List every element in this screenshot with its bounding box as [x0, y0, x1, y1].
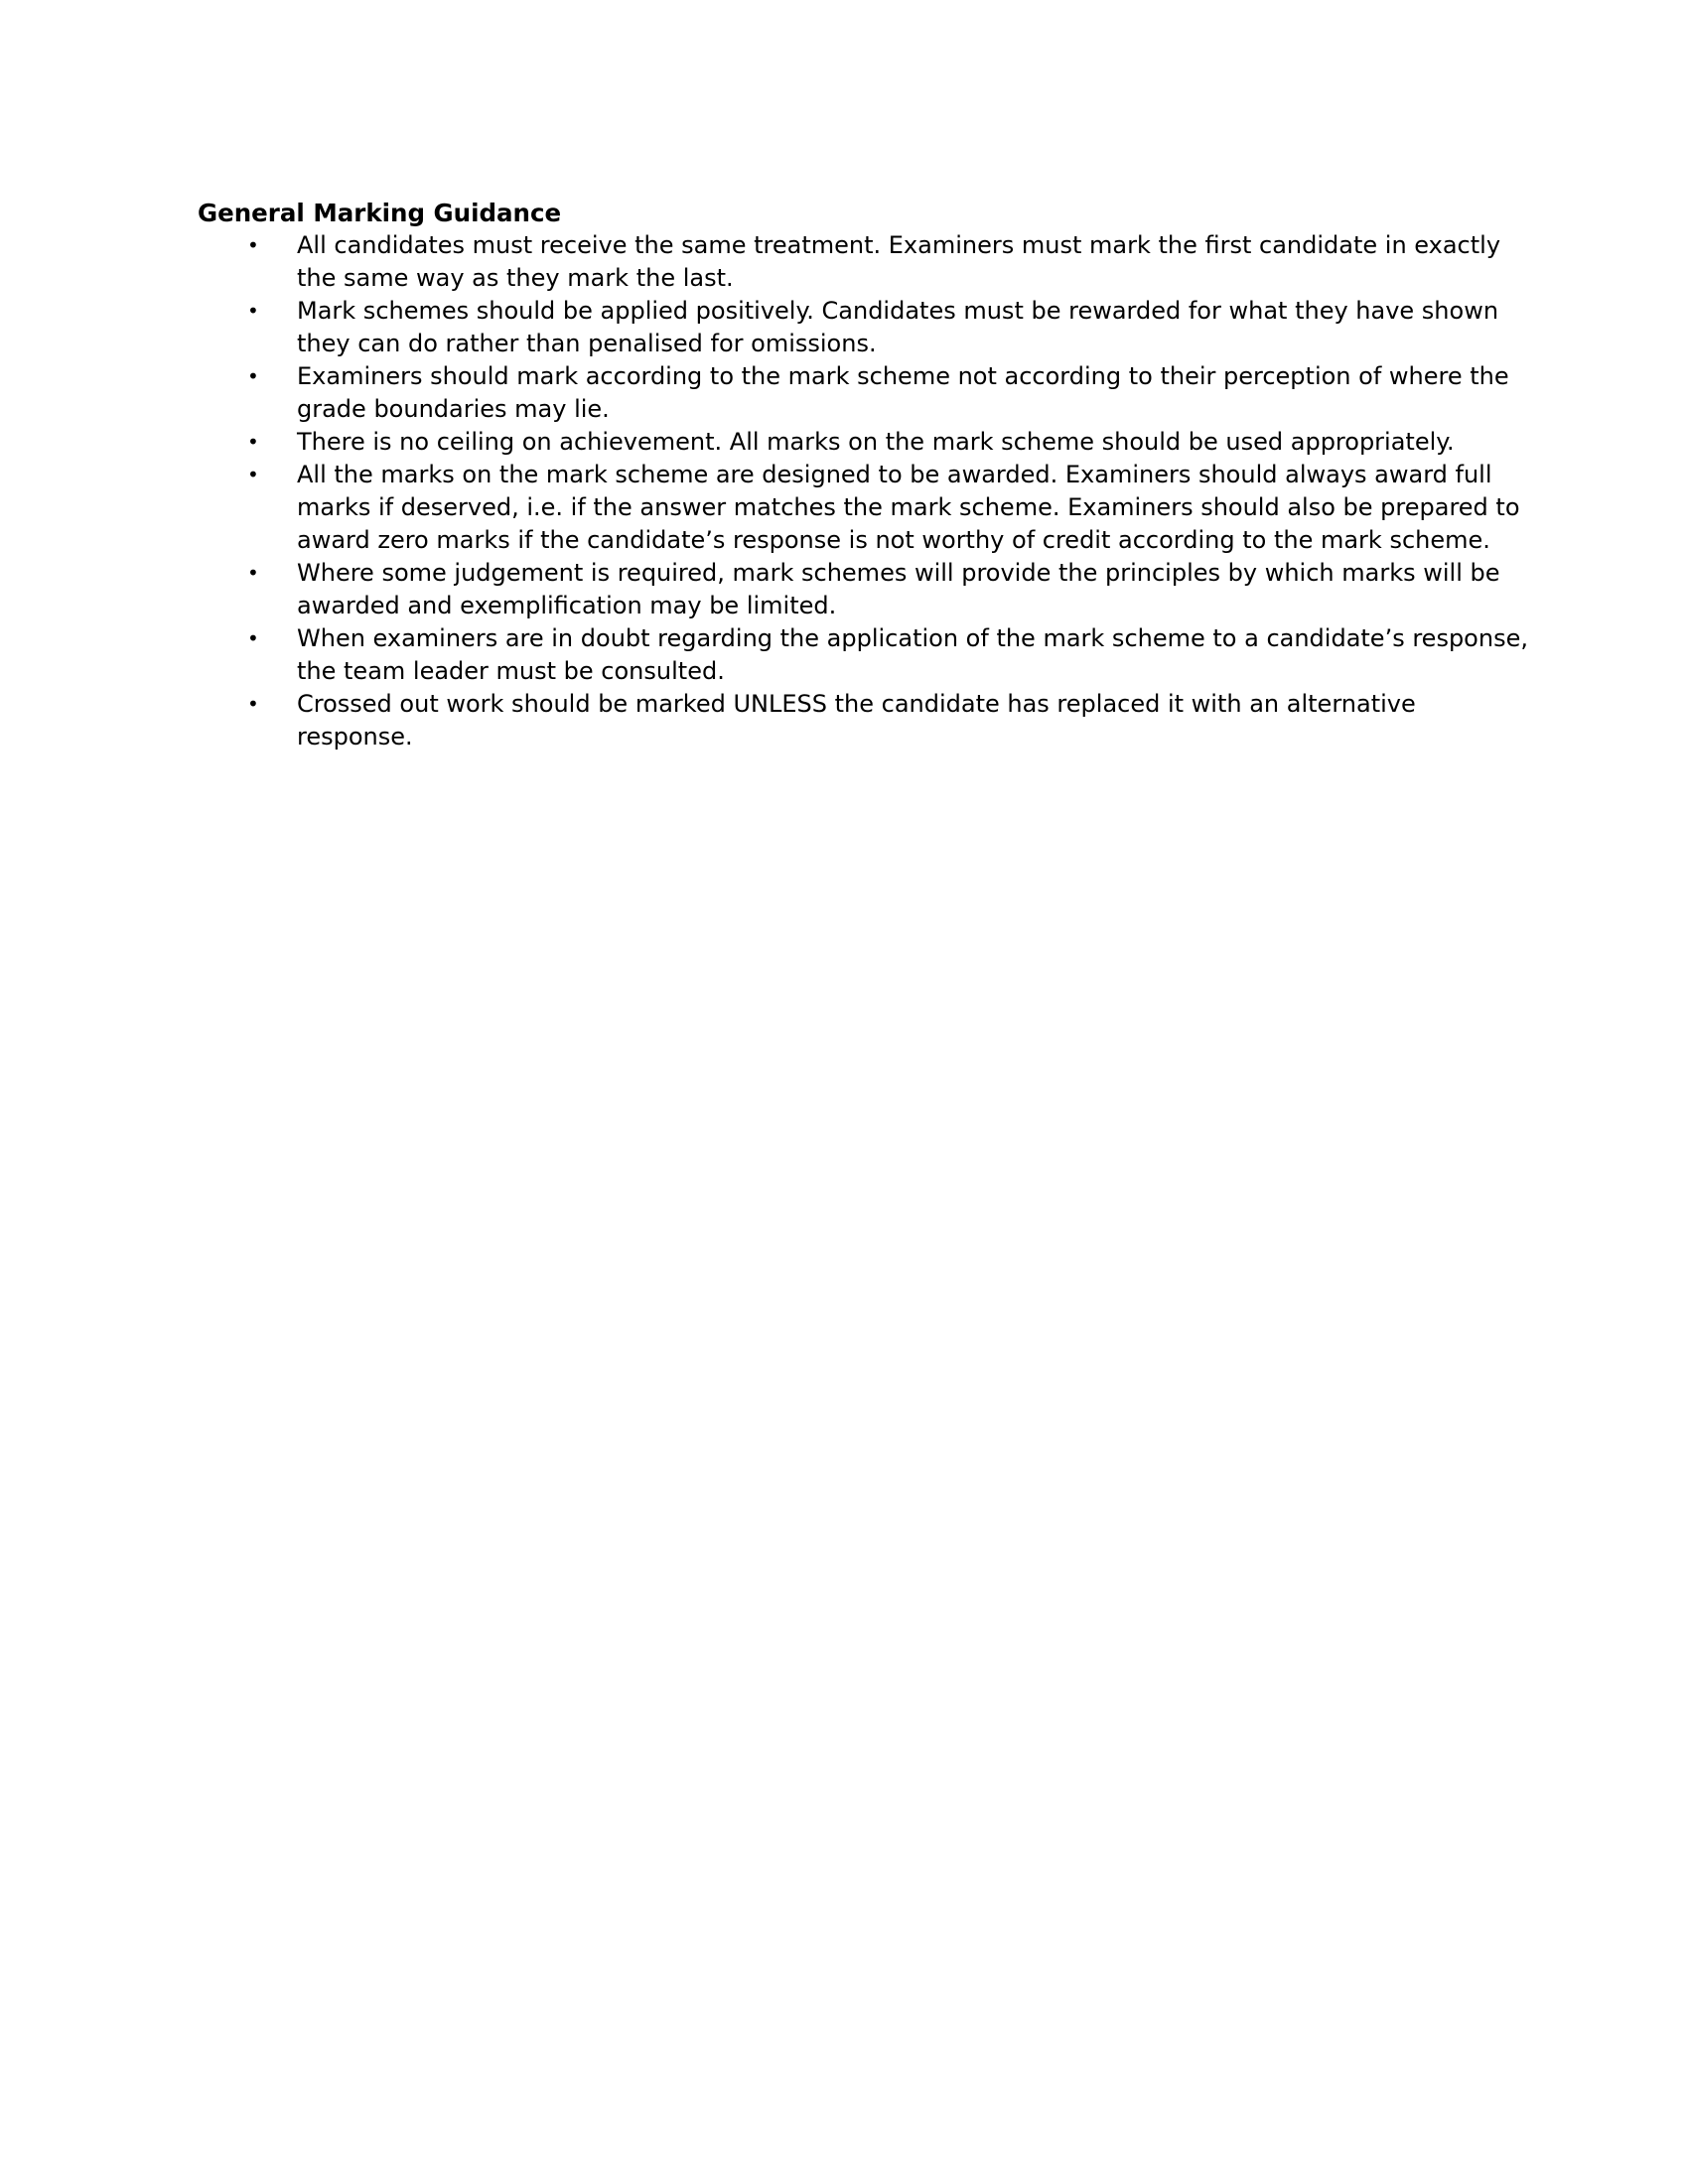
- list-item-text: All candidates must receive the same treatment. Examiners must mark the first candidate in exactly the same way as they mark the last.: [297, 231, 1501, 292]
- bullet-icon: •: [247, 233, 259, 257]
- bullet-icon: •: [247, 430, 259, 454]
- list-item: [198, 622, 1538, 688]
- list-item-text: When examiners are in doubt regarding the application of the mark scheme to a candidate’s response, the team leader must be consulted.: [297, 624, 1528, 685]
- list-item-text: All the marks on the mark scheme are designed to be awarded. Examiners should always award full marks if deserved, i.e. if the answer matches the mark scheme. Examiners should also be prepared to award zero marks if the candidate’s response is not worthy of credit according to the mark scheme.: [297, 461, 1520, 554]
- list-item-text: Examiners should mark according to the mark scheme not according to their perception of where the grade boundaries may lie.: [297, 362, 1509, 423]
- list-item-text: Mark schemes should be applied positively. Candidates must be rewarded for what they have shown they can do rather than penalised for omissions.: [297, 297, 1499, 357]
- bullet-icon: •: [247, 626, 259, 650]
- bullet-icon: •: [247, 561, 259, 585]
- marking-guidance-section: [198, 197, 1528, 753]
- bullet-icon: •: [247, 364, 259, 388]
- list-item-text: Where some judgement is required, mark schemes will provide the principles by which marks will be awarded and exemplification may be limited.: [297, 559, 1500, 619]
- bullet-icon: •: [247, 463, 259, 486]
- bullet-icon: •: [247, 692, 259, 716]
- guidance-list: [198, 229, 1528, 753]
- list-item-text: There is no ceiling on achievement. All marks on the mark scheme should be used appropriately.: [297, 428, 1455, 456]
- list-item: [198, 688, 1538, 753]
- list-item-text: Crossed out work should be marked UNLESS the candidate has replaced it with an alternative response.: [297, 690, 1416, 751]
- list-item: [198, 557, 1538, 622]
- list-item: [198, 295, 1538, 360]
- list-item: [198, 360, 1538, 426]
- page-title: General Marking Guidance: [198, 199, 562, 227]
- bullet-icon: •: [247, 299, 259, 323]
- list-item: [198, 459, 1538, 557]
- list-item: [198, 426, 1538, 459]
- list-item: [198, 229, 1538, 295]
